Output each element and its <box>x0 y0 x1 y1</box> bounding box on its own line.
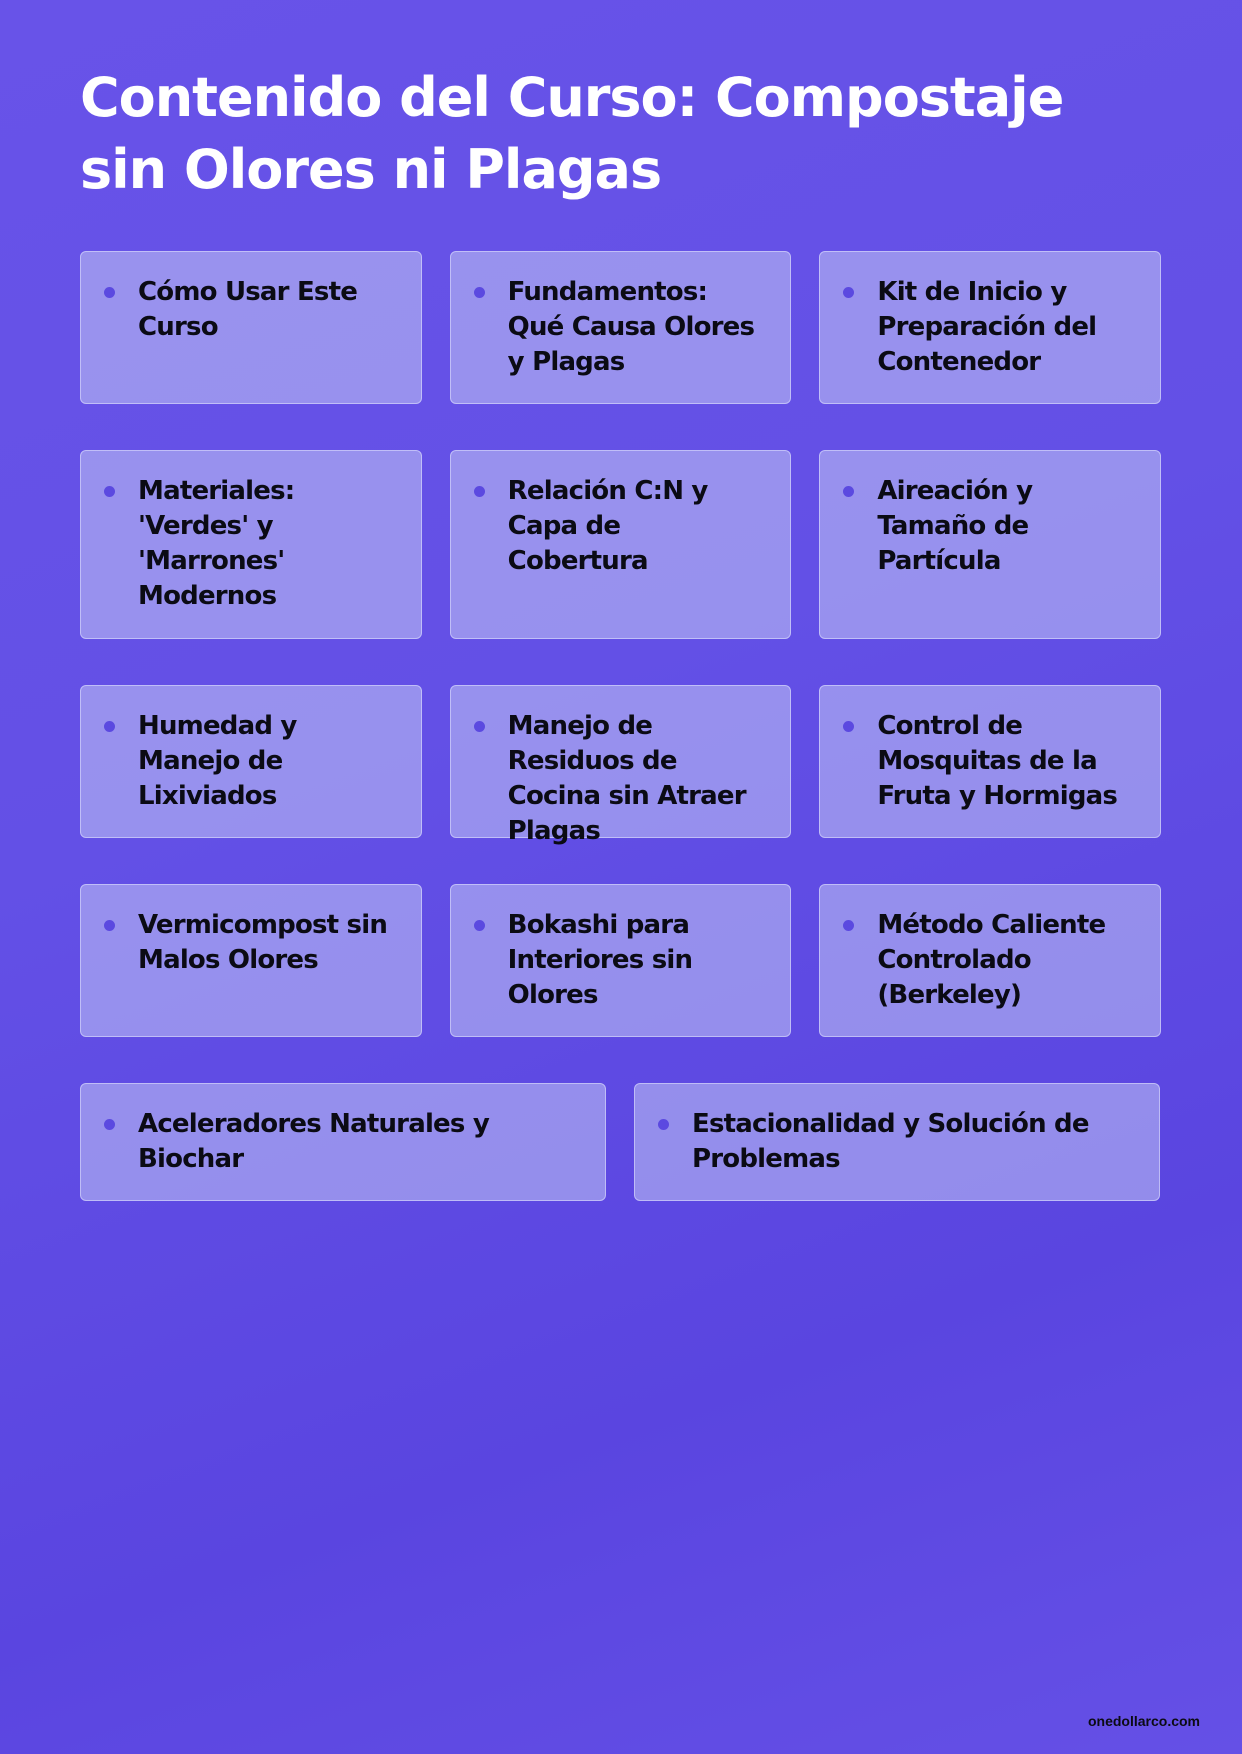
module-title: Kit de Inicio y Preparación del Contenedor <box>877 277 1097 377</box>
module-grid <box>80 251 1161 1247</box>
module-title: Vermicompost sin Malos Olores <box>138 910 388 975</box>
bullet-icon <box>843 721 854 732</box>
module-card <box>819 251 1161 404</box>
module-title: Control de Mosquitas de la Fruta y Hormigas <box>877 711 1118 811</box>
module-card <box>80 450 422 639</box>
bullet-icon <box>658 1119 669 1130</box>
module-title: Relación C:N y Capa de Cobertura <box>507 476 708 576</box>
bullet-icon <box>104 721 115 732</box>
module-title: Bokashi para Interiores sin Olores <box>507 910 693 1010</box>
module-row <box>80 685 1161 846</box>
module-row <box>80 251 1161 404</box>
module-card <box>819 450 1161 639</box>
bullet-icon <box>474 721 485 732</box>
module-card <box>80 1083 606 1201</box>
module-title: Fundamentos: Qué Causa Olores y Plagas <box>507 277 755 377</box>
module-row <box>80 884 1161 1037</box>
module-title: Aireación y Tamaño de Partícula <box>877 476 1033 576</box>
module-title: Método Caliente Controlado (Berkeley) <box>877 910 1106 1010</box>
module-title: Manejo de Residuos de Cocina sin Atraer Plagas <box>507 711 746 846</box>
page-title: Contenido del Curso: Compostaje sin Olores ni Plagas <box>80 66 1064 201</box>
module-row <box>80 1083 1161 1201</box>
bullet-icon <box>104 1119 115 1130</box>
module-card <box>450 450 792 639</box>
footer-brand: onedollarco.com <box>1087 1713 1200 1729</box>
bullet-icon <box>474 486 485 497</box>
module-card <box>819 884 1161 1037</box>
module-title: Estacionalidad y Solución de Problemas <box>692 1109 1089 1174</box>
bullet-icon <box>843 486 854 497</box>
module-card <box>80 251 422 404</box>
module-card <box>450 685 792 846</box>
module-card <box>634 1083 1160 1201</box>
bullet-icon <box>474 287 485 298</box>
bullet-icon <box>474 920 485 931</box>
module-title: Materiales: 'Verdes' y 'Marrones' Modernos <box>138 476 295 611</box>
module-card <box>450 884 792 1037</box>
bullet-icon <box>843 920 854 931</box>
module-card <box>450 251 792 404</box>
module-title: Cómo Usar Este Curso <box>138 277 358 342</box>
module-row <box>80 450 1161 639</box>
module-title: Humedad y Manejo de Lixiviados <box>138 711 297 811</box>
module-title: Aceleradores Naturales y Biochar <box>138 1109 489 1174</box>
bullet-icon <box>104 920 115 931</box>
module-card <box>80 884 422 1037</box>
module-card <box>819 685 1161 838</box>
bullet-icon <box>104 486 115 497</box>
bullet-icon <box>104 287 115 298</box>
module-card <box>80 685 422 838</box>
bullet-icon <box>843 287 854 298</box>
